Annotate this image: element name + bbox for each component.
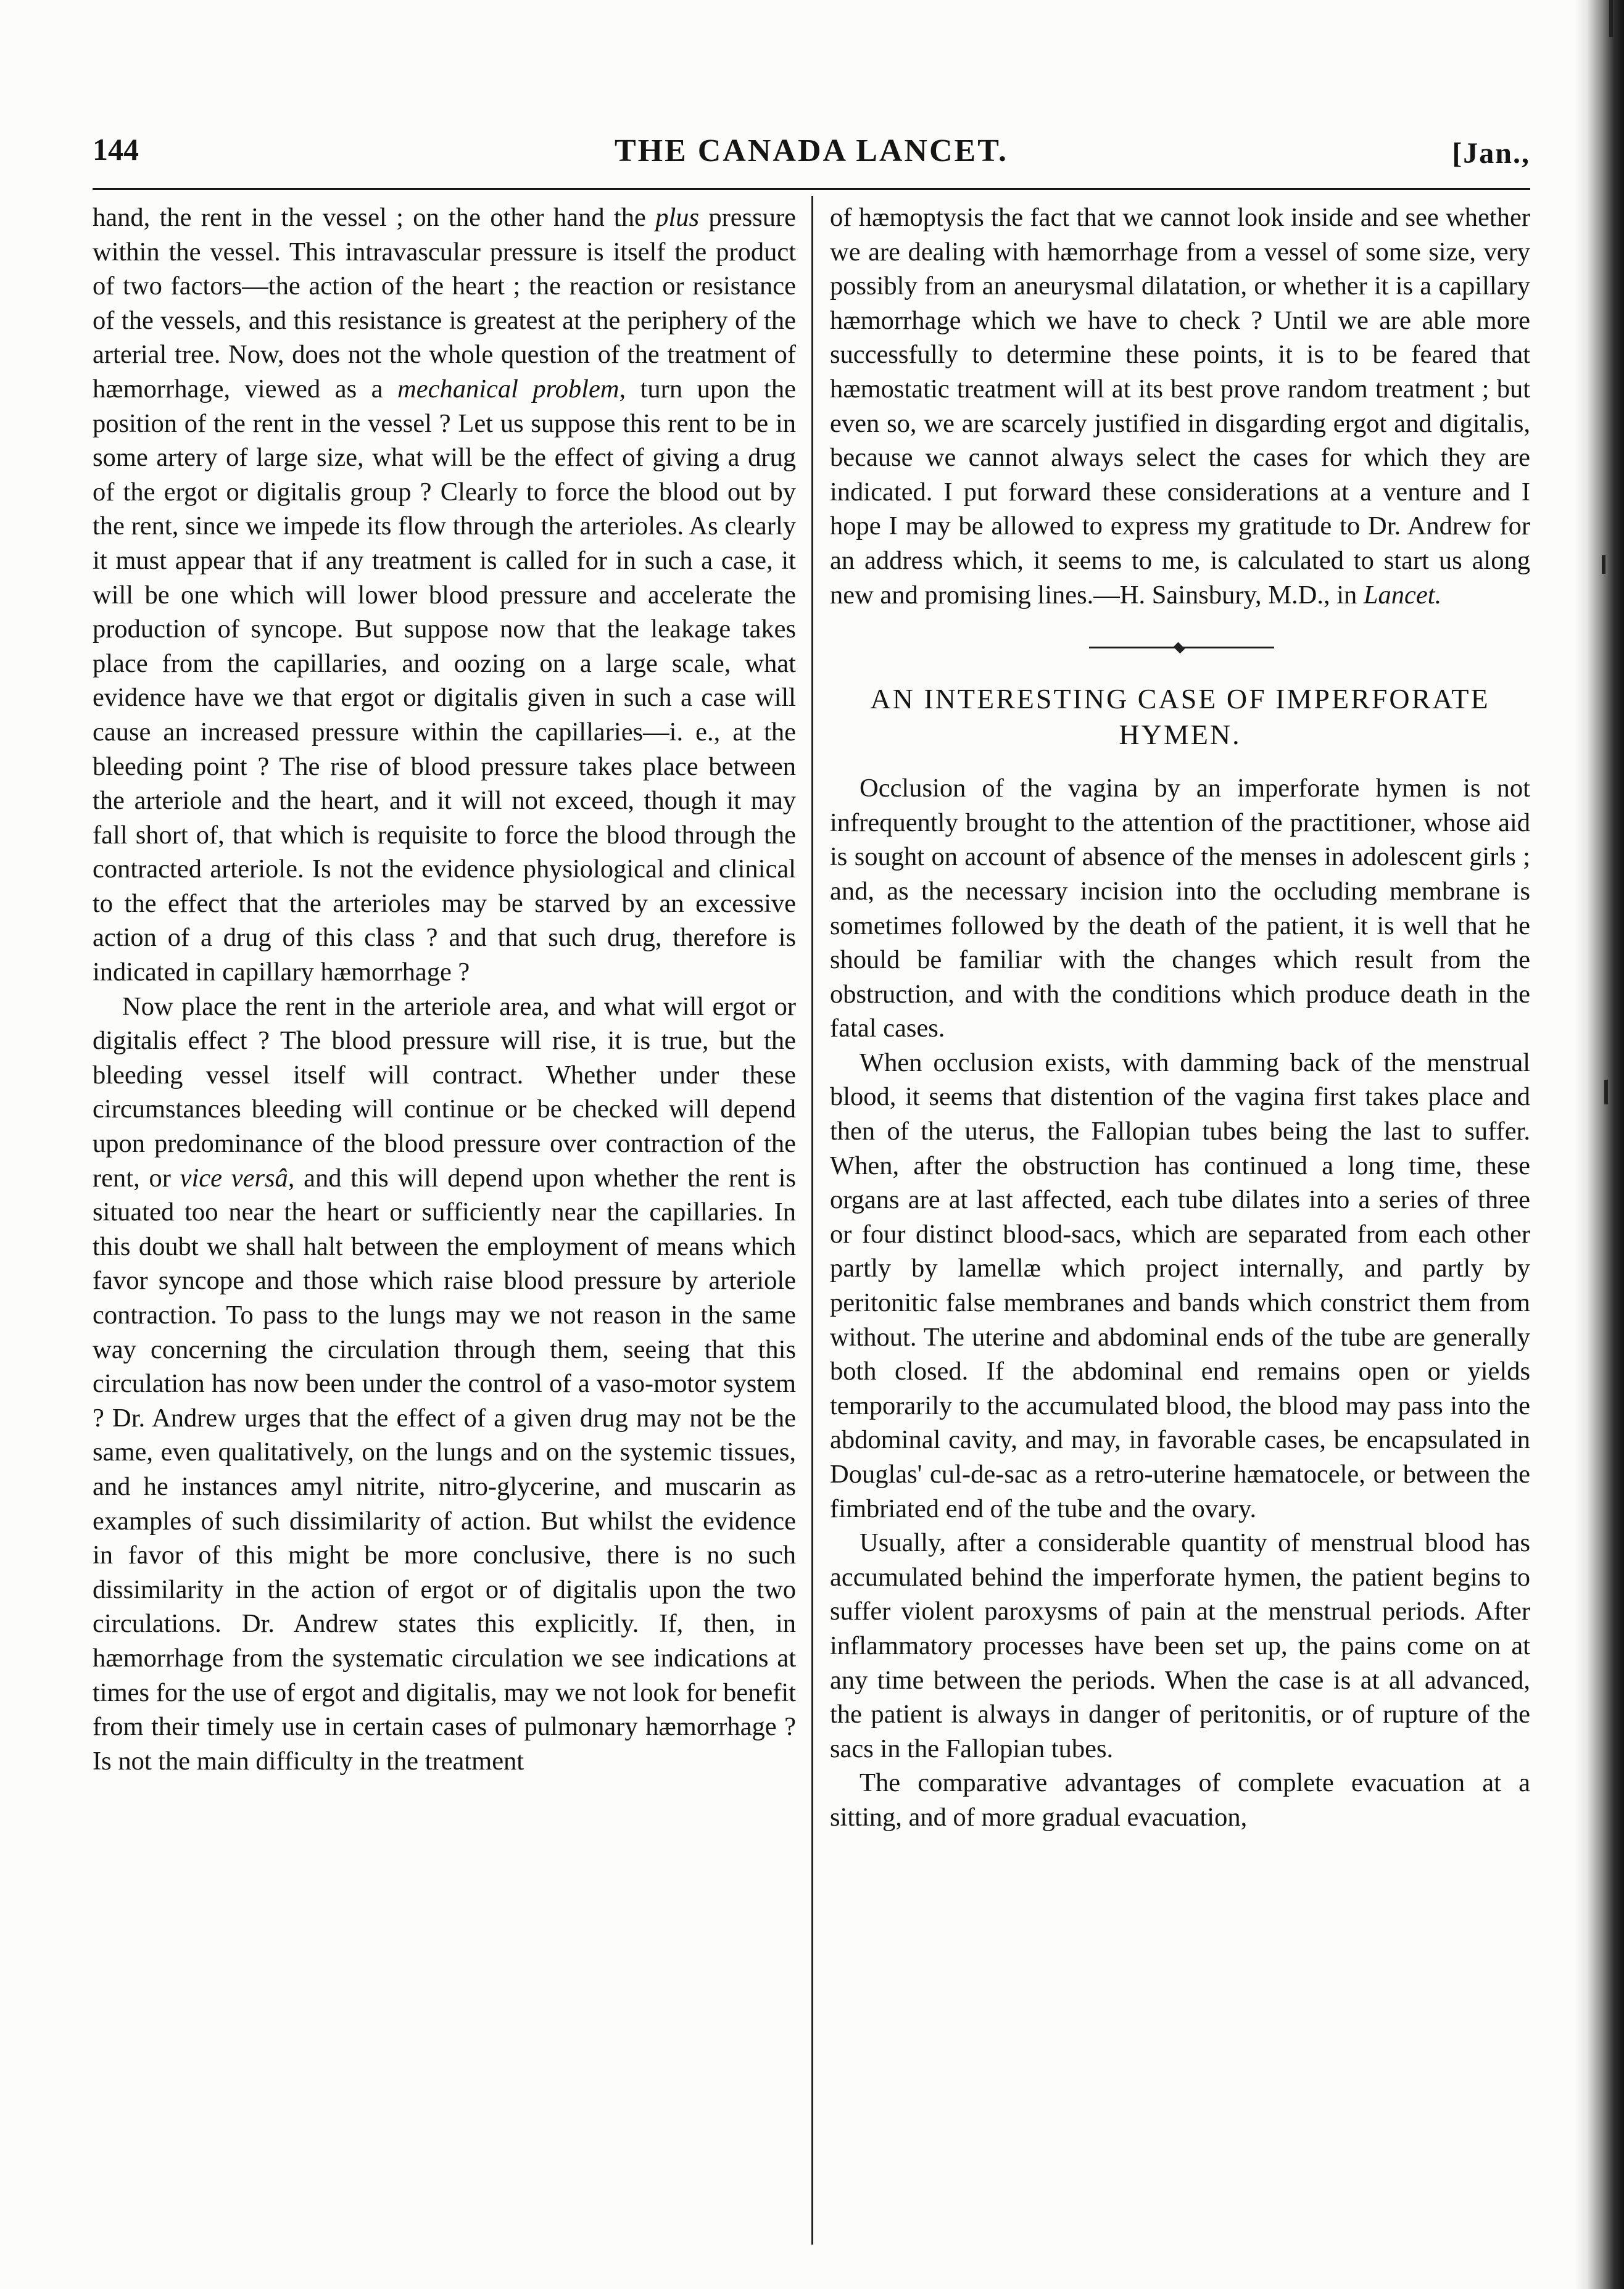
paragraph: When occlusion exists, with damming back of the menstrual blood, it seems that distention of the vagina first takes place and then of the uterus, the Fallopian tubes being the last to suffer. When, after the obstruction has continued a long time, these organs are at last affected, each tube dilates into a series of three or four distinct blood-sacs, which are separated from each other partly by lamellæ which project internally, and partly by peritonitic false membranes and bands which constrict them from without. The uterine and abdominal ends of the tube are generally both closed. If the abdominal end remains open or yields temporarily to the accumulated blood, the blood may pass into the abdominal cavity, and may, in favorable cases, be encapsulated in Douglas' cul-de-sac as a retro-uterine hæmatocele, or between the fimbriated end of the tube and the ovary.	[830, 1048, 1530, 1523]
paragraph	[93, 990, 796, 1779]
italic-text: vice versâ,	[180, 1163, 295, 1193]
italic-text: plus	[655, 203, 700, 232]
article-title: AN INTERESTING CASE OF IMPERFORATE HYMEN.	[870, 683, 1490, 751]
section-ornament	[830, 643, 1530, 652]
page-number: 144	[93, 132, 139, 167]
paragraph	[93, 201, 796, 990]
left-column	[93, 201, 796, 1778]
text-run: Now place the rent in the arteriole area, and what will ergot or digitalis effect ? The blood pressure will rise, it is true, but the bleeding vessel itself will contract. Whether under these circumstances bleeding will continue or be checked will depend upon predominance of the blood pressure over contraction of the rent, or	[93, 991, 796, 1193]
column-divider	[811, 196, 813, 2245]
journal-title: THE CANADA LANCET.	[614, 133, 1009, 168]
edge-speck	[1602, 555, 1605, 574]
ornament-diamond	[1174, 642, 1185, 654]
edge-speck	[1609, 0, 1613, 37]
edge-speck	[1604, 1080, 1608, 1104]
issue-month: [Jan.,	[1452, 137, 1530, 170]
paragraph: The comparative advantages of complete evacuation at a sitting, and of more gradual evacuation,	[830, 1768, 1530, 1832]
page-header	[93, 126, 1530, 182]
paragraph	[830, 201, 1530, 612]
scan-edge-shadow	[1575, 0, 1624, 2289]
text-run: turn upon the position of the rent in the vessel ? Let us suppose this rent to be in some artery of large size, what will be the effect of giving a drug of the ergot or digitalis group ? Clearly to force the blood out by the rent, since we impede its flow through the arterioles. As clearly it must appear that if any treatment is called for in such a case, it will be one which will lower blood pressure and accelerate the production of syncope. But suppose now that the leakage takes place from the capillaries, and oozing on a large scale, what evidence have we that ergot or digitalis given in such a case will cause an increased pressure within the capillaries—i. e., at the bleeding point ? The rise of blood pressure takes place between the arteriole and the heart, and it will not exceed, though it may fall short of, that which is requisite to force the blood through the contracted arteriole. Is not the evidence physiological and clinical to the effect that the arterioles may be starved by an excessive action of a drug of this class ? and that such drug, therefore is indicated in capillary hæmorrhage ?	[93, 374, 796, 987]
text-run: pressure within the vessel. This intravascular pressure is itself the product of two factors—the action of the heart ; the reaction or resistance of the vessels, and this resistance is greatest at the periphery of the arterial tree. Now, does not the whole question of the treatment of hæmorrhage, viewed as a	[93, 203, 796, 404]
italic-text: Lancet.	[1363, 580, 1442, 610]
paragraph: Usually, after a considerable quantity of menstrual blood has accumulated behind the imperforate hymen, the patient begins to suffer violent paroxysms of pain at the menstrual periods. After inflammatory processes have been set up, the pains come on at any time between the periods. When the case is at all advanced, the patient is always in danger of peritonitis, or of rupture of the sacs in the Fallopian tubes.	[830, 1528, 1530, 1763]
text-run: and this will depend upon whether the rent is situated too near the heart or sufficiently near the capillaries. In this doubt we shall halt between the employment of means which favor syncope and those which raise blood pressure by arteriole contraction. To pass to the lungs may we not reason in the same way concerning the circulation through them, seeing that this circulation has now been under the control of a vaso-motor system ? Dr. Andrew urges that the effect of a given drug may not be the same, even qualitatively, on the lungs and on the systemic tissues, and he instances amyl nitrite, nitro-glycerine, and muscarin as examples of such dissimilarity of action. But whilst the evidence in favor of this might be more conclusive, there is no such dissimilarity in the action of ergot or of digitalis upon the two circulations. Dr. Andrew states this explicitly. If, then, in hæmorrhage from the systematic circulation we see indications at times for the use of ergot and digitalis, may we not look for benefit from their timely use in certain cases of pulmonary hæmorrhage ? Is not the main difficulty in the treatment	[93, 1163, 796, 1776]
text-run: of hæmoptysis the fact that we cannot look inside and see whether we are dealing with hæmorrhage from a vessel of some size, very possibly from an aneurysmal dilatation, or whether it is a capillary hæmorrhage which we have to check ? Until we are able more successfully to determine these points, it is to be feared that hæmostatic treatment will at its best prove random treatment ; but even so, we are scarcely justified in disgarding ergot and digitalis, because we cannot always select the cases for which they are indicated. I put forward these considerations at a venture and I hope I may be allowed to express my gratitude to Dr. Andrew for an address which, it seems to me, is calculated to start us along new and promising lines.—H. Sainsbury, M.D., in	[830, 203, 1530, 610]
text-run: hand, the rent in the vessel ; on the other hand the	[93, 203, 656, 232]
italic-text: mechanical problem,	[397, 374, 626, 404]
right-column	[830, 201, 1530, 1835]
paragraph: Occlusion of the vagina by an imperforate hymen is not infrequently brought to the attention of the practitioner, whose aid is sought on account of absence of the menses in adolescent girls ; and, as the necessary incision into the occluding membrane is sometimes followed by the death of the patient, it is well that he should be familiar with the changes which result from the obstruction, and with the conditions which produce death in the fatal cases.	[830, 774, 1530, 1043]
header-rule	[93, 188, 1530, 190]
